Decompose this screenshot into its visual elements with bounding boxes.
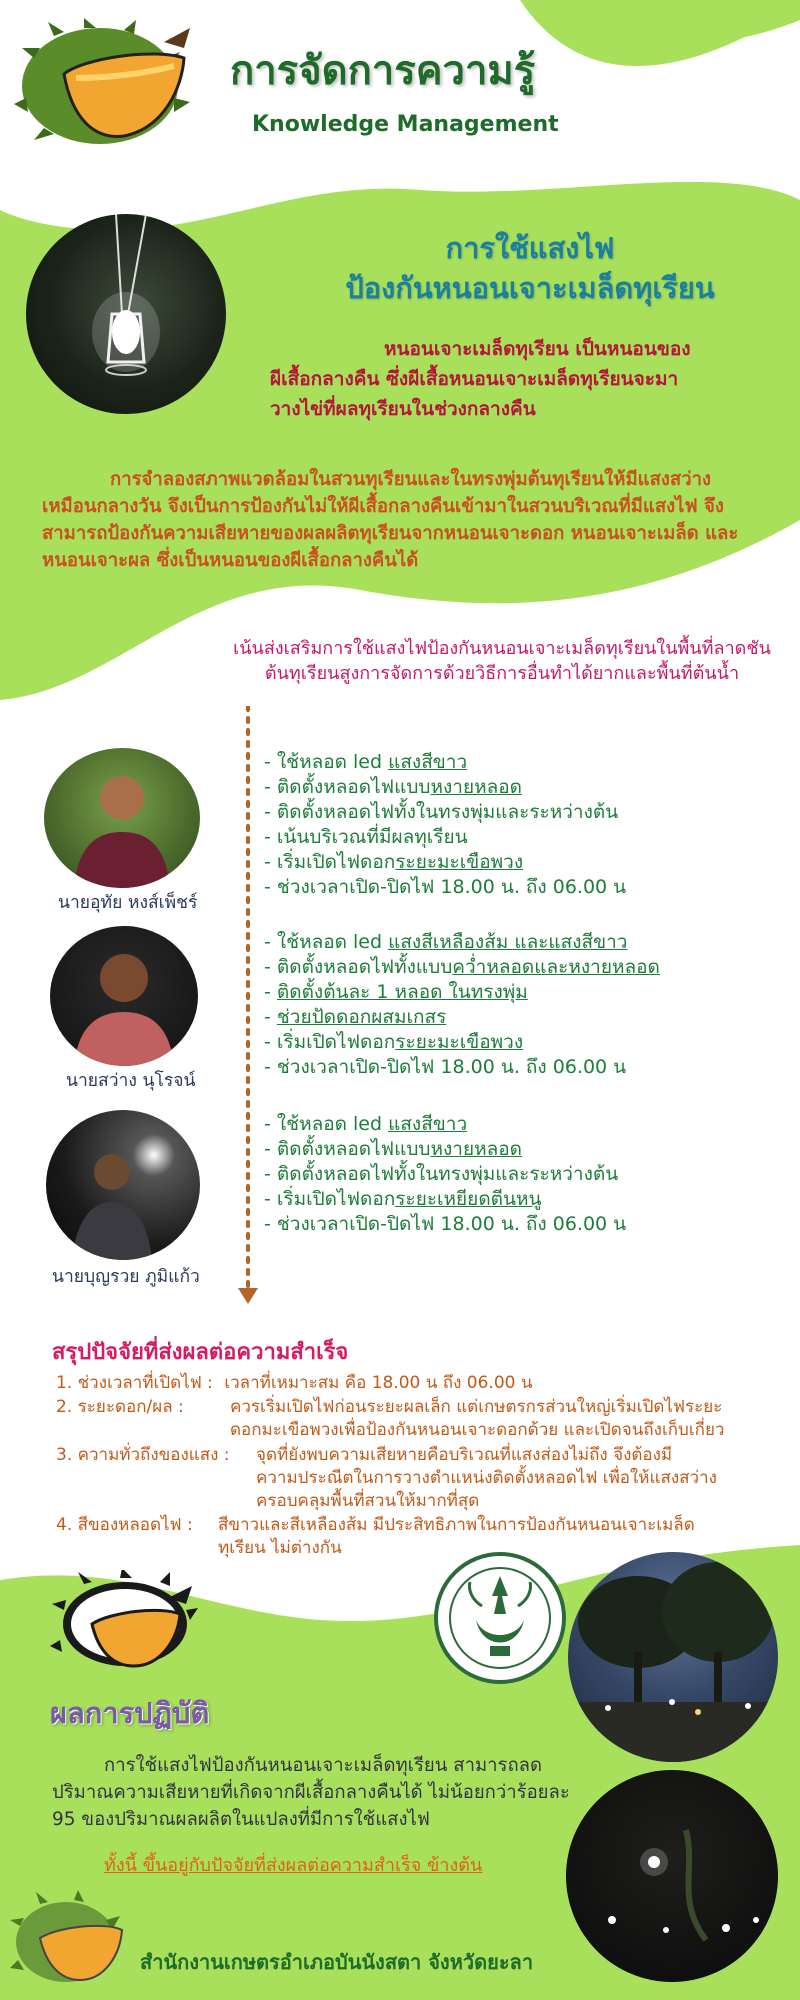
farmer-list-2 (264, 930, 660, 1080)
list-item: - เริ่มเปิดไฟดอกระยะเหยียดตีนหนู (264, 1188, 542, 1210)
footer-office: สำนักงานเกษตรอำเภอบันนังสตา จังหวัดยะลา (140, 1950, 534, 1974)
list-item: - ติดตั้งหลอดไฟแบบหงายหลอด (264, 776, 523, 798)
timeline-arrow-icon (236, 706, 260, 1306)
farmer-photo-2 (50, 926, 198, 1066)
orchard-night-photo-2 (566, 1770, 778, 1982)
durian-logo-icon (14, 18, 194, 148)
list-item: - ช่วงเวลาเปิด-ปิดไฟ 18.00 น. ถึง 06.00 น (264, 876, 627, 898)
list-item: - ใช้หลอด led แสงสีขาว (264, 751, 468, 773)
list-item: - ช่วยปัดดอกผสมเกสร (264, 1006, 447, 1028)
list-item: - ช่วงเวลาเปิด-ปิดไฟ 18.00 น. ถึง 06.00 น (264, 1056, 627, 1078)
summary-title: สรุปปัจจัยที่ส่งผลต่อความสำเร็จ (52, 1340, 349, 1365)
farmer-name-2: นายสว่าง นุโรจน์ (66, 1071, 196, 1091)
farmer-photo-3 (46, 1110, 200, 1260)
summary-item-1: 1. ช่วงเวลาที่เปิดไฟ : เวลาที่เหมาะสม คือ 18.00 น ถึง 06.00 น (56, 1373, 533, 1393)
orchard-scene-icon (568, 1552, 778, 1762)
page-title: การจัดการความรู้ (230, 48, 536, 94)
list-item: - ติดตั้งหลอดไฟแบบหงายหลอด (264, 1138, 523, 1160)
person-icon (46, 1110, 200, 1260)
person-icon (50, 926, 198, 1066)
list-item: - เริ่มเปิดไฟดอกระยะมะเขือพวง (264, 851, 524, 873)
summary-item-3-text: จุดที่ยังพบความเสียหายคือบริเวณที่แสงส่องไม่ถึง จึงต้องมี ความประณีตในการวางตำแหน่งติดตั้งหลอดไฟ เพื่อให้แสงสว่าง ครอบคลุมพื้นที่สวนให้มากที่สุด (256, 1445, 717, 1511)
result-title: ผลการปฏิบัติ (50, 1696, 210, 1730)
person-icon (44, 748, 200, 888)
orchard-lights-icon (566, 1770, 778, 1982)
list-item: - ติดตั้งหลอดไฟทั้งในทรงพุ่มและระหว่างต้น (264, 801, 619, 823)
durian-outline-icon (50, 1570, 200, 1676)
farmer-list-3 (264, 1112, 626, 1237)
result-note: ทั้งนี้ ขึ้นอยู่กับปัจจัยที่ส่งผลต่อความสำเร็จ ข้างต้น (104, 1855, 483, 1876)
intro-text: หนอนเจาะเมล็ดทุเรียน เป็นหนอนของ ผีเสื้อกลางคืน ซึ่งผีเสื้อหนอนเจาะเมล็ดทุเรียนจะมา วางไข่ที่ผลทุเรียนในช่วงกลางคืน (270, 338, 691, 420)
farmer-list-1 (264, 750, 626, 900)
summary-item-4-text: สีขาวและสีเหลืองส้ม มีประสิทธิภาพในการป้องกันหนอนเจาะเมล็ด ทุเรียน ไม่ต่างกัน (218, 1515, 695, 1558)
list-item: - ช่วงเวลาเปิด-ปิดไฟ 18.00 น. ถึง 06.00 น (264, 1213, 627, 1235)
summary-item-3: 3. ความทั่วถึงของแสง : (56, 1445, 230, 1465)
promotion-text: เน้นส่งเสริมการใช้แสงไฟป้องกันหนอนเจาะเมล็ดทุเรียนในพื้นที่ลาดชัน ต้นทุเรียนสูงการจัดการด้วยวิธีการอื่นทำได้ยากและพื้นที่ต้นน้ำ (233, 638, 771, 684)
summary-item-4: 4. สีของหลอดไฟ : (56, 1515, 193, 1535)
list-item: - เริ่มเปิดไฟดอกระยะมะเขือพวง (264, 1031, 524, 1053)
topic-title: การใช้แสงไฟ ป้องกันหนอนเจาะเมล็ดทุเรียน (345, 231, 715, 305)
environment-paragraph: การจำลองสภาพแวดล้อมในสวนทุเรียนและในทรงพุ่มต้นทุเรียนให้มีแสงสว่างเหมือนกลางวัน จึงเป็นการป้องกันไม่ให้ผีเสื้อกลางคืนเข้ามาในสวนบริเวณที่มีแสงไฟ จึงสามารถป้องกันความเสียหายของผลผลิตทุเรียนจากหนอนเจาะดอก หนอนเจาะเมล็ด และหนอนเจาะผล ซึ่งเป็นหนอนของผีเสื้อกลางคืนได้ (42, 469, 739, 571)
list-item: - ติดตั้งหลอดไฟทั้งในทรงพุ่มและระหว่างต้น (264, 1163, 619, 1185)
list-item: - ใช้หลอด led แสงสีเหลืองส้ม และแสงสีขาว (264, 931, 628, 953)
list-item: - ใช้หลอด led แสงสีขาว (264, 1113, 468, 1135)
farmer-name-1: นายอุทัย หงส์เพ็ชร์ (58, 893, 198, 913)
lamp-photo (26, 214, 226, 414)
page-subtitle-en: Knowledge Management (252, 112, 559, 137)
list-item: - ติดตั้งต้นละ 1 หลอด ในทรงพุ่ม (264, 981, 528, 1003)
summary-item-2: 2. ระยะดอก/ผล : (56, 1397, 184, 1417)
department-seal-icon (432, 1550, 568, 1686)
list-item: - ติดตั้งหลอดไฟทั้งแบบคว่ำหลอดและหงายหลอด (264, 956, 660, 978)
farmer-name-3: นายบุญรวย ภูมิแก้ว (52, 1267, 200, 1287)
summary-item-2-text: ควรเริ่มเปิดไฟก่อนระยะผลเล็ก แต่เกษตรกรส่วนใหญ่เริ่มเปิดไฟระยะ ดอกมะเขือพวงเพื่อป้องกันหนอนเจาะดอกด้วย และเปิดจนถึงเก็บเกี่ยว (230, 1397, 725, 1440)
durian-footer-icon (10, 1890, 130, 1986)
orchard-night-photo-1 (568, 1552, 778, 1762)
farmer-photo-1 (44, 748, 200, 888)
result-text: การใช้แสงไฟป้องกันหนอนเจาะเมล็ดทุเรียน สามารถลดปริมาณความเสียหายที่เกิดจากผีเสื้อกลางคืนได้ ไม่น้อยกว่าร้อยละ 95 ของปริมาณผลผลิตในแปลงที่มีการใช้แสงไฟ (52, 1755, 570, 1830)
light-bulb-icon (26, 214, 226, 414)
list-item: - เน้นบริเวณที่มีผลทุเรียน (264, 826, 468, 848)
